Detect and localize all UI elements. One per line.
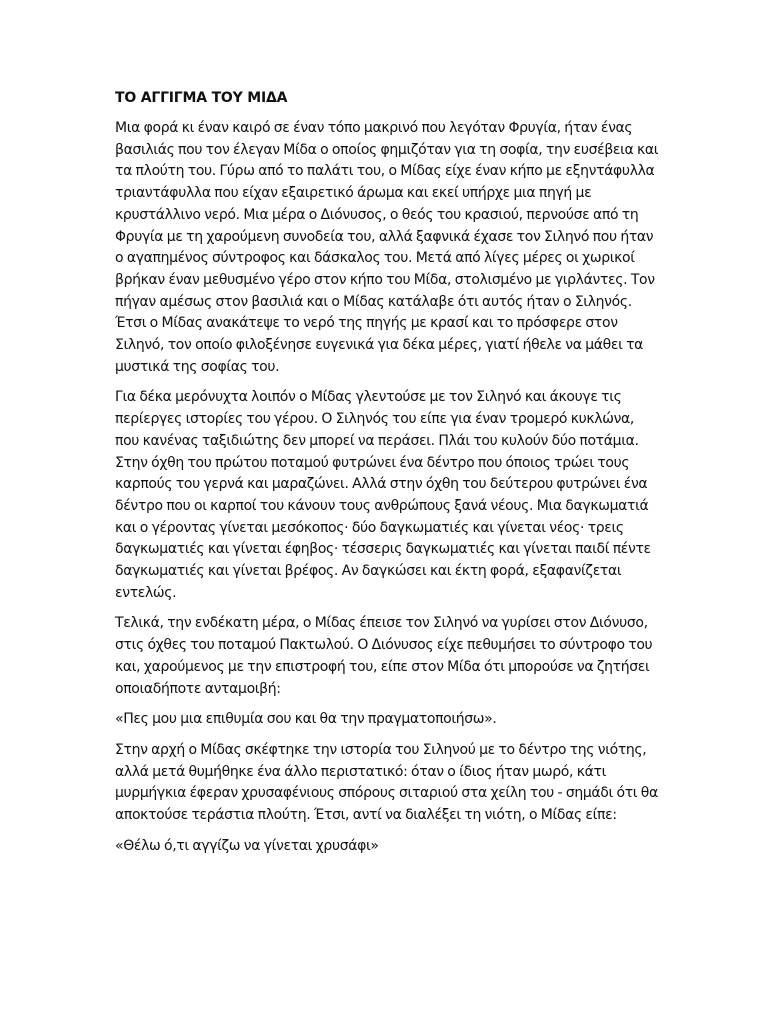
paragraph-6-quote: «Θέλω ό,τι αγγίζω να γίνεται χρυσάφι»: [115, 837, 379, 854]
paragraph-4-quote: «Πες μου μια επιθυμία σου και θα την πραγματοποιήσω».: [115, 711, 497, 728]
paragraph-1: Μια φορά κι έναν καιρό σε έναν τόπο μακρινό που λεγόταν Φρυγία, ήταν ένας βασιλιάς που τον έλεγαν Μίδα ο οποίος φημιζόταν για τη σοφία, την ευσέβεια και τα πλούτη του. Γύρω από το παλάτι του, ο Μίδας είχε έναν κήπο με εξηντάφυλλα τριαντάφυλλα που είχαν εξαιρετικό άρωμα και εκεί υπήρχε μια πηγή με κρυστάλλινο νερό. Μια μέρα ο Διόνυσος, ο θεός του κρασιού, περνούσε από τη Φρυγία με τη χαρούμενη συνοδεία του, αλλά ξαφνικά έχασε τον Σιληνό που ήταν ο αγαπημένος σύντροφος και δάσκαλος του. Μετά από λίγες μέρες οι χωρικοί βρήκαν έναν μεθυσμένο γέρο στον κήπο του Μίδα, στολισμένο με γιρλάντες. Τον πήγαν αμέσως στον βασιλιά και ο Μίδας κατάλαβε ότι αυτός ήταν ο Σιληνός. Έτσι ο Μίδας ανακάτεψε το νερό της πηγής με κρασί και το πρόσφερε στον Σιληνό, τον οποίο φιλοξένησε ευγενικά για δέκα μέρες, γιατί ήθελε να μάθει τα μυστικά της σοφίας του.: [115, 120, 659, 375]
paragraph-5: Στην αρχή ο Μίδας σκέφτηκε την ιστορία του Σιληνού με το δέντρο της νιότης, αλλά μετά θυμήθηκε ένα άλλο περιστατικό: όταν ο ίδιος ήταν μωρό, κάτι μυρμήγκια έφεραν χρυσαφένιους σπόρους σιταριού στα χείλη του - σημάδι ότι θα αποκτούσε τεράστια πλούτη. Έτσι, αντί να διαλέξει τη νιότη, ο Μίδας είπε:: [115, 741, 658, 824]
paragraph-2: Για δέκα μερόνυχτα λοιπόν ο Μίδας γλεντούσε με τον Σιληνό και άκουγε τις περίεργες ιστορίες του γέρου. Ο Σιληνός του είπε για έναν τρομερό κυκλώνα, που κανένας ταξιδιώτης δεν μπορεί να περάσει. Πλάι του κυλούν δύο ποτάμια. Στην όχθη του πρώτου ποταμού φυτρώνει ένα δέντρο που όποιος τρώει τους καρπούς του γερνά και μαραζώνει. Αλλά στην όχθη του δεύτερου φυτρώνει ένα δέντρο που οι καρποί του κάνουν τους ανθρώπους ξανά νέους. Μια δαγκωματιά και ο γέροντας γίνεται μεσόκοπος· δύο δαγκωματιές και γίνεται νέος· τρεις δαγκωματιές και γίνεται έφηβος· τέσσερις δαγκωματιές και γίνεται παιδί πέντε δαγκωματιές και γίνεται βρέφος. Αν δαγκώσει και έκτη φορά, εξαφανίζεται εντελώς.: [115, 389, 651, 601]
document-title: ΤΟ ΑΓΓΙΓΜΑ ΤΟΥ ΜΙΔΑ: [115, 90, 288, 106]
document-page: [115, 88, 660, 867]
paragraph-3: Τελικά, την ενδέκατη μέρα, ο Μίδας έπεισε τον Σιληνό να γυρίσει στον Διόνυσο, στις όχθες του ποταμού Πακτωλού. Ο Διόνυσος είχε πεθυμήσει το σύντροφο του και, χαρούμενος με την επιστροφή του, είπε στον Μίδα ότι μπορούσε να ζητήσει οποιαδήποτε ανταμοιβή:: [115, 615, 653, 697]
